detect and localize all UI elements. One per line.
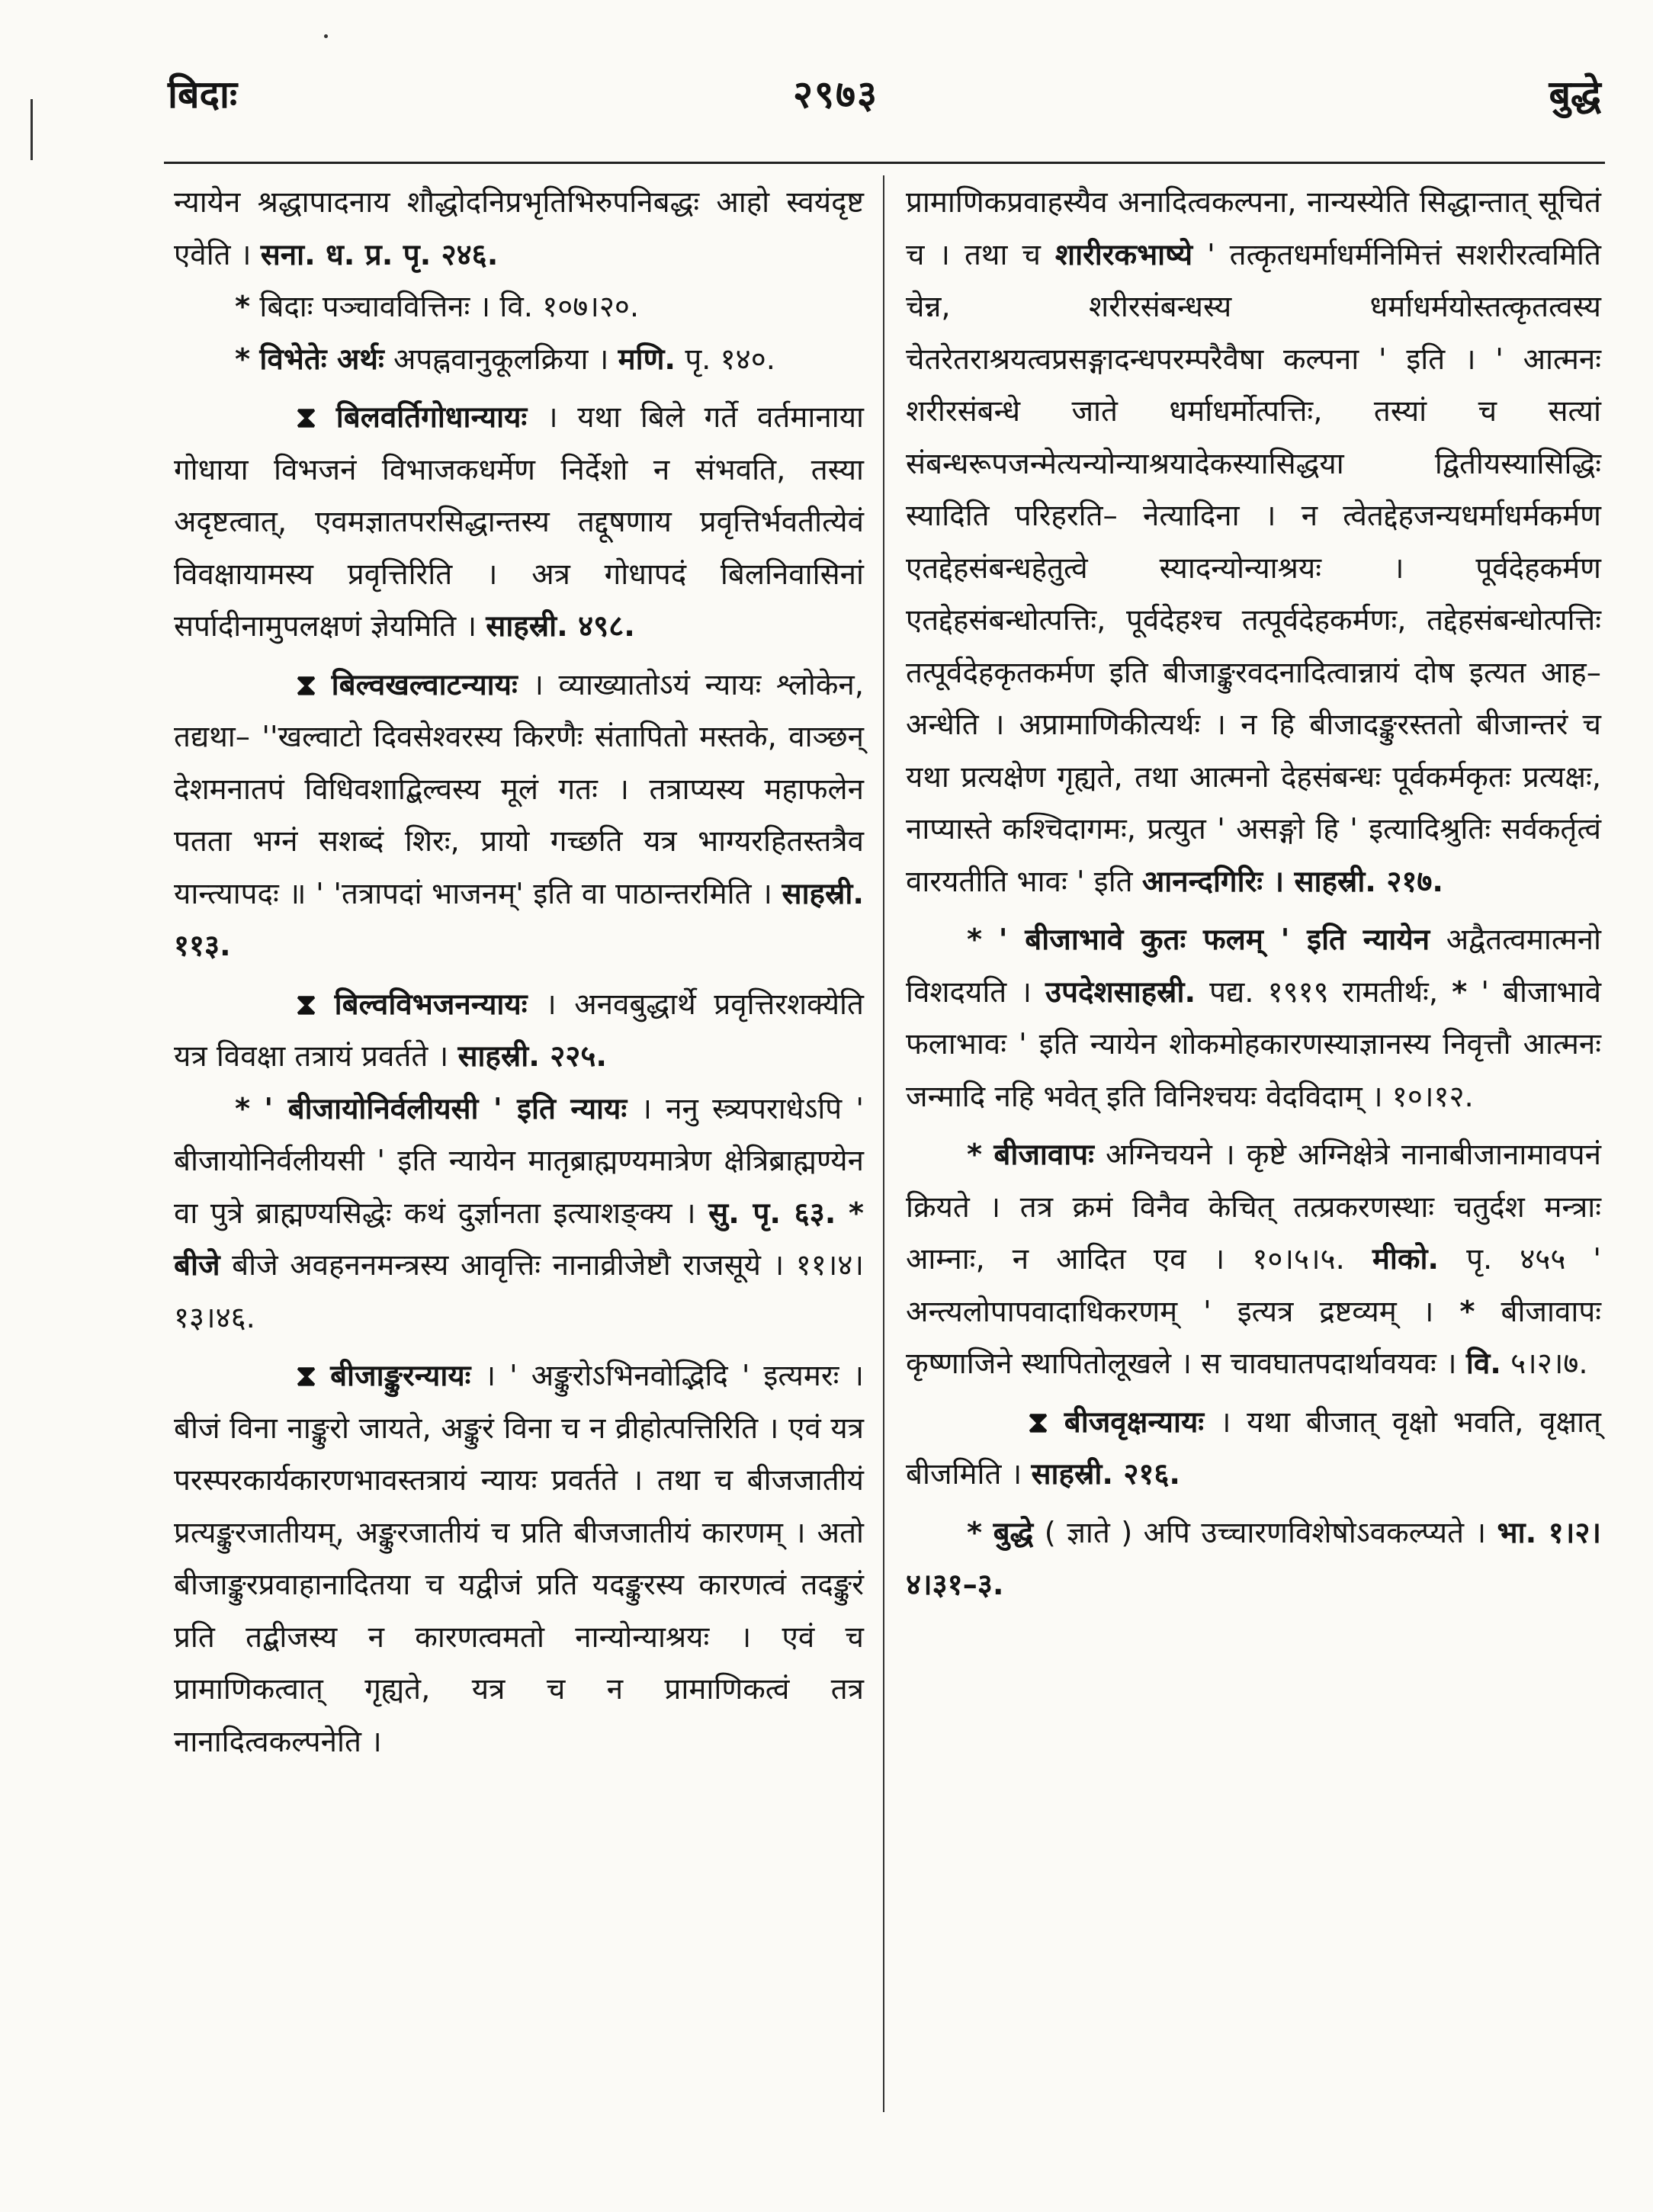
asterisk-icon: * — [967, 1515, 983, 1550]
citation: मणि. — [618, 342, 676, 377]
citation: सना. ध. प्र. पृ. २४६. — [260, 237, 499, 272]
scan-dot — [324, 34, 328, 38]
hourglass-icon: ⧗ — [296, 987, 317, 1022]
citation: साहस्री. ४९८. — [486, 609, 635, 644]
right-column — [906, 177, 1601, 1612]
hourglass-icon: ⧗ — [296, 400, 317, 435]
hourglass-icon: ⧗ — [296, 1359, 317, 1393]
margin-mark — [30, 99, 33, 160]
headword: ' बीजायोनिर्वलीयसी ' इति न्यायः — [264, 1091, 627, 1126]
left-column — [174, 177, 864, 1768]
asterisk-icon: * — [1452, 974, 1468, 1010]
citation: साहस्री. २२५. — [457, 1039, 607, 1074]
entry-buddhe: * बुद्धे ( ज्ञाते ) अपि उच्चारणविशेषोऽवकल्प्यते । भा. १।२।४।३१–३. — [906, 1515, 1602, 1602]
asterisk-icon: * — [235, 1091, 251, 1126]
entry-bijavriksha: ⧗ बीजवृक्षन्यायः । यथा बीजात् वृक्षो भवति, वृक्षात् बीजमिति । साहस्री. २१६. — [906, 1397, 1601, 1501]
headword: बीजावापः — [993, 1138, 1094, 1172]
entry-bidah: * बिदाः पञ्चाववित्तिनः । वि. १०७।२०. — [235, 290, 640, 324]
citation: मीको. — [1372, 1242, 1440, 1276]
headword: बीजे — [174, 1248, 220, 1283]
asterisk-icon: * — [235, 342, 251, 377]
citation: उपदेशसाहस्री. — [1045, 974, 1196, 1010]
hourglass-icon: ⧗ — [296, 667, 317, 702]
entry-continuation: न्यायेन श्रद्धापादनाय शौद्धोदनिप्रभृतिभिरुपनिबद्धः आहो स्वयंदृष्ट एवेति । सना. ध. प्र. पृ. २४६. — [174, 185, 864, 272]
header-left-word: बिदाः — [168, 72, 238, 117]
page-header — [168, 67, 1601, 128]
entry-bilavartigodha: ⧗ बिलवर्तिगोधान्यायः । यथा बिले गर्ते वर्तमानाया गोधाया विभजनं विभाजकधर्मेण निर्देशो न संभवति, तस्या अदृष्टत्वात्, एवमज्ञातपरसिद्धान्तस्य तद्दूषणाय प्रवृत्तिर्भवतीत्येवं विवक्षायामस्य प्रवृत्तिरिति । अत्र गोधापदं बिलनिवासिनां सर्पादीनामुपलक्षणं ज्ञेयमिति । साहस्री. ४९८. — [174, 392, 864, 653]
citation: वि. — [1465, 1347, 1501, 1381]
asterisk-icon: * — [967, 1138, 983, 1172]
header-rule — [164, 162, 1605, 164]
citation: भा. १।२।४।३१–३. — [906, 1515, 1602, 1602]
entry-vibhetehartha: * विभेतेः अर्थः अपह्नवानुकूलक्रिया । मणि. पृ. १४०. — [235, 342, 775, 377]
entry-bilvakhalvata: ⧗ बिल्वखल्वाटन्यायः । व्याख्यातोऽयं न्यायः श्लोकेन, तद्यथा– ''खल्वाटो दिवसेश्वरस्य किरणैः संतापितो मस्तके, वाञ्छन् देशमनातपं विधिवशाद्बिल्वस्य मूलं गतः । तत्राप्यस्य महाफलेन पतता भग्नं सशब्दं शिरः, प्रायो गच्छति यत्र भाग्यरहितस्तत्रैव यान्त्यापदः ॥ ' 'तत्रापदां भाजनम्' इति वा पाठान्तरमिति । साहस्री. ११३. — [174, 660, 864, 973]
citation: सु. पृ. ६३. — [708, 1196, 836, 1231]
citation: आनन्दगिरिः । साहस्री. २१७. — [1141, 864, 1444, 899]
citation: साहस्री. ११३. — [174, 876, 864, 963]
asterisk-icon: * — [967, 923, 983, 957]
asterisk-icon: * — [235, 290, 251, 324]
citation: साहस्री. २१६. — [1031, 1457, 1181, 1491]
headword: बिल्वविभजनन्यायः — [334, 987, 528, 1022]
entry-bilvavibhajana: ⧗ बिल्वविभजनन्यायः । अनवबुद्धार्थे प्रवृत्तिरशक्येति यत्र विवक्षा तत्रायं प्रवर्तते । साहस्री. २२५. — [174, 979, 864, 1084]
entry-bijavapa: * बीजावापः अग्निचयने । कृष्टे अग्निक्षेत्रे नानाबीजानामावपनं क्रियते । तत्र क्रमं विनैव केचित् तत्प्रकरणस्थाः चतुर्दश मन्त्राः आम्नाः, न आदित एव । १०।५।५. मीको. पृ. ४५५ ' अन्त्यलोपापवादाधिकरणम् ' इत्यत्र द्रष्टव्यम् । * बीजावापः कृष्णाजिने स्थापितोलूखले । स चावघातपदार्थावयवः । वि. ५।२।७. — [906, 1138, 1601, 1381]
headword: बिल्वखल्वाटन्यायः — [331, 667, 518, 702]
asterisk-icon: * — [1459, 1294, 1475, 1329]
entry-bijabhave: * ' बीजाभावे कुतः फलम् ' इति न्यायेन अद्वैतत्वमात्मनो विशदयति । उपदेशसाहस्री. पद्य. १९१९ रामतीर्थः, * ' बीजाभावे फलाभावः ' इति न्यायेन शोकमोहकारणस्याज्ञानस्य निवृत्तौ आत्मनः जन्मादि नहि भवेत् इति विनिश्चयः वेदविदाम् । १०।१२. — [906, 923, 1601, 1114]
hourglass-icon: ⧗ — [1028, 1405, 1049, 1440]
headword: बीजवृक्षन्यायः — [1064, 1405, 1205, 1440]
source-title: शारीरकभाष्ये — [1054, 237, 1193, 272]
entry-bijankura: ⧗ बीजाङ्कुरन्यायः । ' अङ्कुरोऽभिनवोद्भिदि ' इत्यमरः । बीजं विना नाङ्कुरो जायते, अङ्कुरं विना च न व्रीहोत्पत्तिरिति । एवं यत्र परस्परकार्यकारणभावस्तत्रायं न्यायः प्रवर्तते । तथा च बीजजातीयं प्रत्यङ्कुरजातीयम्, अङ्कुरजातीयं च प्रति बीजजातीयं कारणम् । अतो बीजाङ्कुरप्रवाहानादितया च यद्वीजं प्रति यदङ्कुरस्य कारणत्वं तदङ्कुरं प्रति तद्बीजस्य न कारणत्वमतो नान्योन्याश्रयः । एवं च प्रामाणिकत्वात् गृह्यते, यत्र च न प्रामाणिकत्वं तत्र नानादित्वकल्पनेति । — [174, 1350, 864, 1768]
column-divider — [883, 175, 884, 2112]
entry-continuation-right: प्रामाणिकप्रवाहस्यैव अनादित्वकल्पना, नान्यस्येति सिद्धान्तात् सूचितं च । तथा च शारीरकभाष्ये ' तत्कृतधर्माधर्मनिमित्तं सशरीरत्वमिति चेन्न, शरीरसंबन्धस्य धर्माधर्मयोस्तत्कृतत्वस्य चेतरेतराश्रयत्वप्रसङ्गादन्धपरम्परैवैषा कल्पना ' इति । ' आत्मनः शरीरसंबन्धे जाते धर्माधर्मोत्पत्तिः, तस्यां च सत्यां संबन्धरूपजन्मेत्यन्योन्याश्रयादेकस्यासिद्धया द्वितीयस्यासिद्धिः स्यादिति परिहरति– नेत्यादिना । न त्वेतद्देहजन्यधर्माधर्मकर्मण एतद्देहसंबन्धहेतुत्वे स्यादन्योन्याश्रयः । पूर्वदेहकर्मण एतद्देहसंबन्धोत्पत्तिः, पूर्वदेहश्च तत्पूर्वदेहकर्मणः, तद्देहसंबन्धोत्पत्तिः तत्पूर्वदेहकृतकर्मण इति बीजाङ्कुरवदनादित्वान्नायं दोष इत्यत आह– अन्धेति । अप्रामाणिकीत्यर्थः । न हि बीजादङ्कुरस्ततो बीजान्तरं च यथा प्रत्यक्षेण गृह्यते, तथा आत्मनो देहसंबन्धः पूर्वकर्मकृतः प्रत्यक्षः, नाप्यास्ते कश्चिदागमः, प्रत्युत ' असङ्गो हि ' इत्यादिश्रुतिः सर्वकर्तृत्वं वारयतीति भावः ' इति आनन्दगिरिः । साहस्री. २१७. — [906, 185, 1601, 899]
headword: बुद्धे — [993, 1515, 1034, 1550]
entry-bijayoni: * ' बीजायोनिर्वलीयसी ' इति न्यायः । ननु स्त्र्यपराधेऽपि ' बीजायोनिर्वलीयसी ' इति न्यायेन मातृब्राह्मण्यमात्रेण क्षेत्रिब्राह्मण्येन वा पुत्रे ब्राह्मण्यसिद्धेः कथं दुर्ज्ञानता इत्याशङ्क्य । सु. पृ. ६३. * बीजे बीजे अवहननमन्त्रस्य आवृत्तिः नानाव्रीजेष्टौ राजसूये । ११।४।१३।४६. — [174, 1091, 864, 1335]
page-number: २९७३ — [793, 72, 878, 117]
headword: बिलवर्तिगोधान्यायः — [335, 400, 528, 435]
asterisk-icon: * — [848, 1196, 864, 1231]
header-right-word: बुद्धे — [1549, 72, 1601, 117]
headword: बीजाङ्कुरन्यायः — [330, 1359, 471, 1393]
headword: विभेतेः अर्थः — [259, 342, 384, 377]
headword: ' बीजाभावे कुतः फलम् ' इति न्यायेन — [998, 923, 1430, 957]
